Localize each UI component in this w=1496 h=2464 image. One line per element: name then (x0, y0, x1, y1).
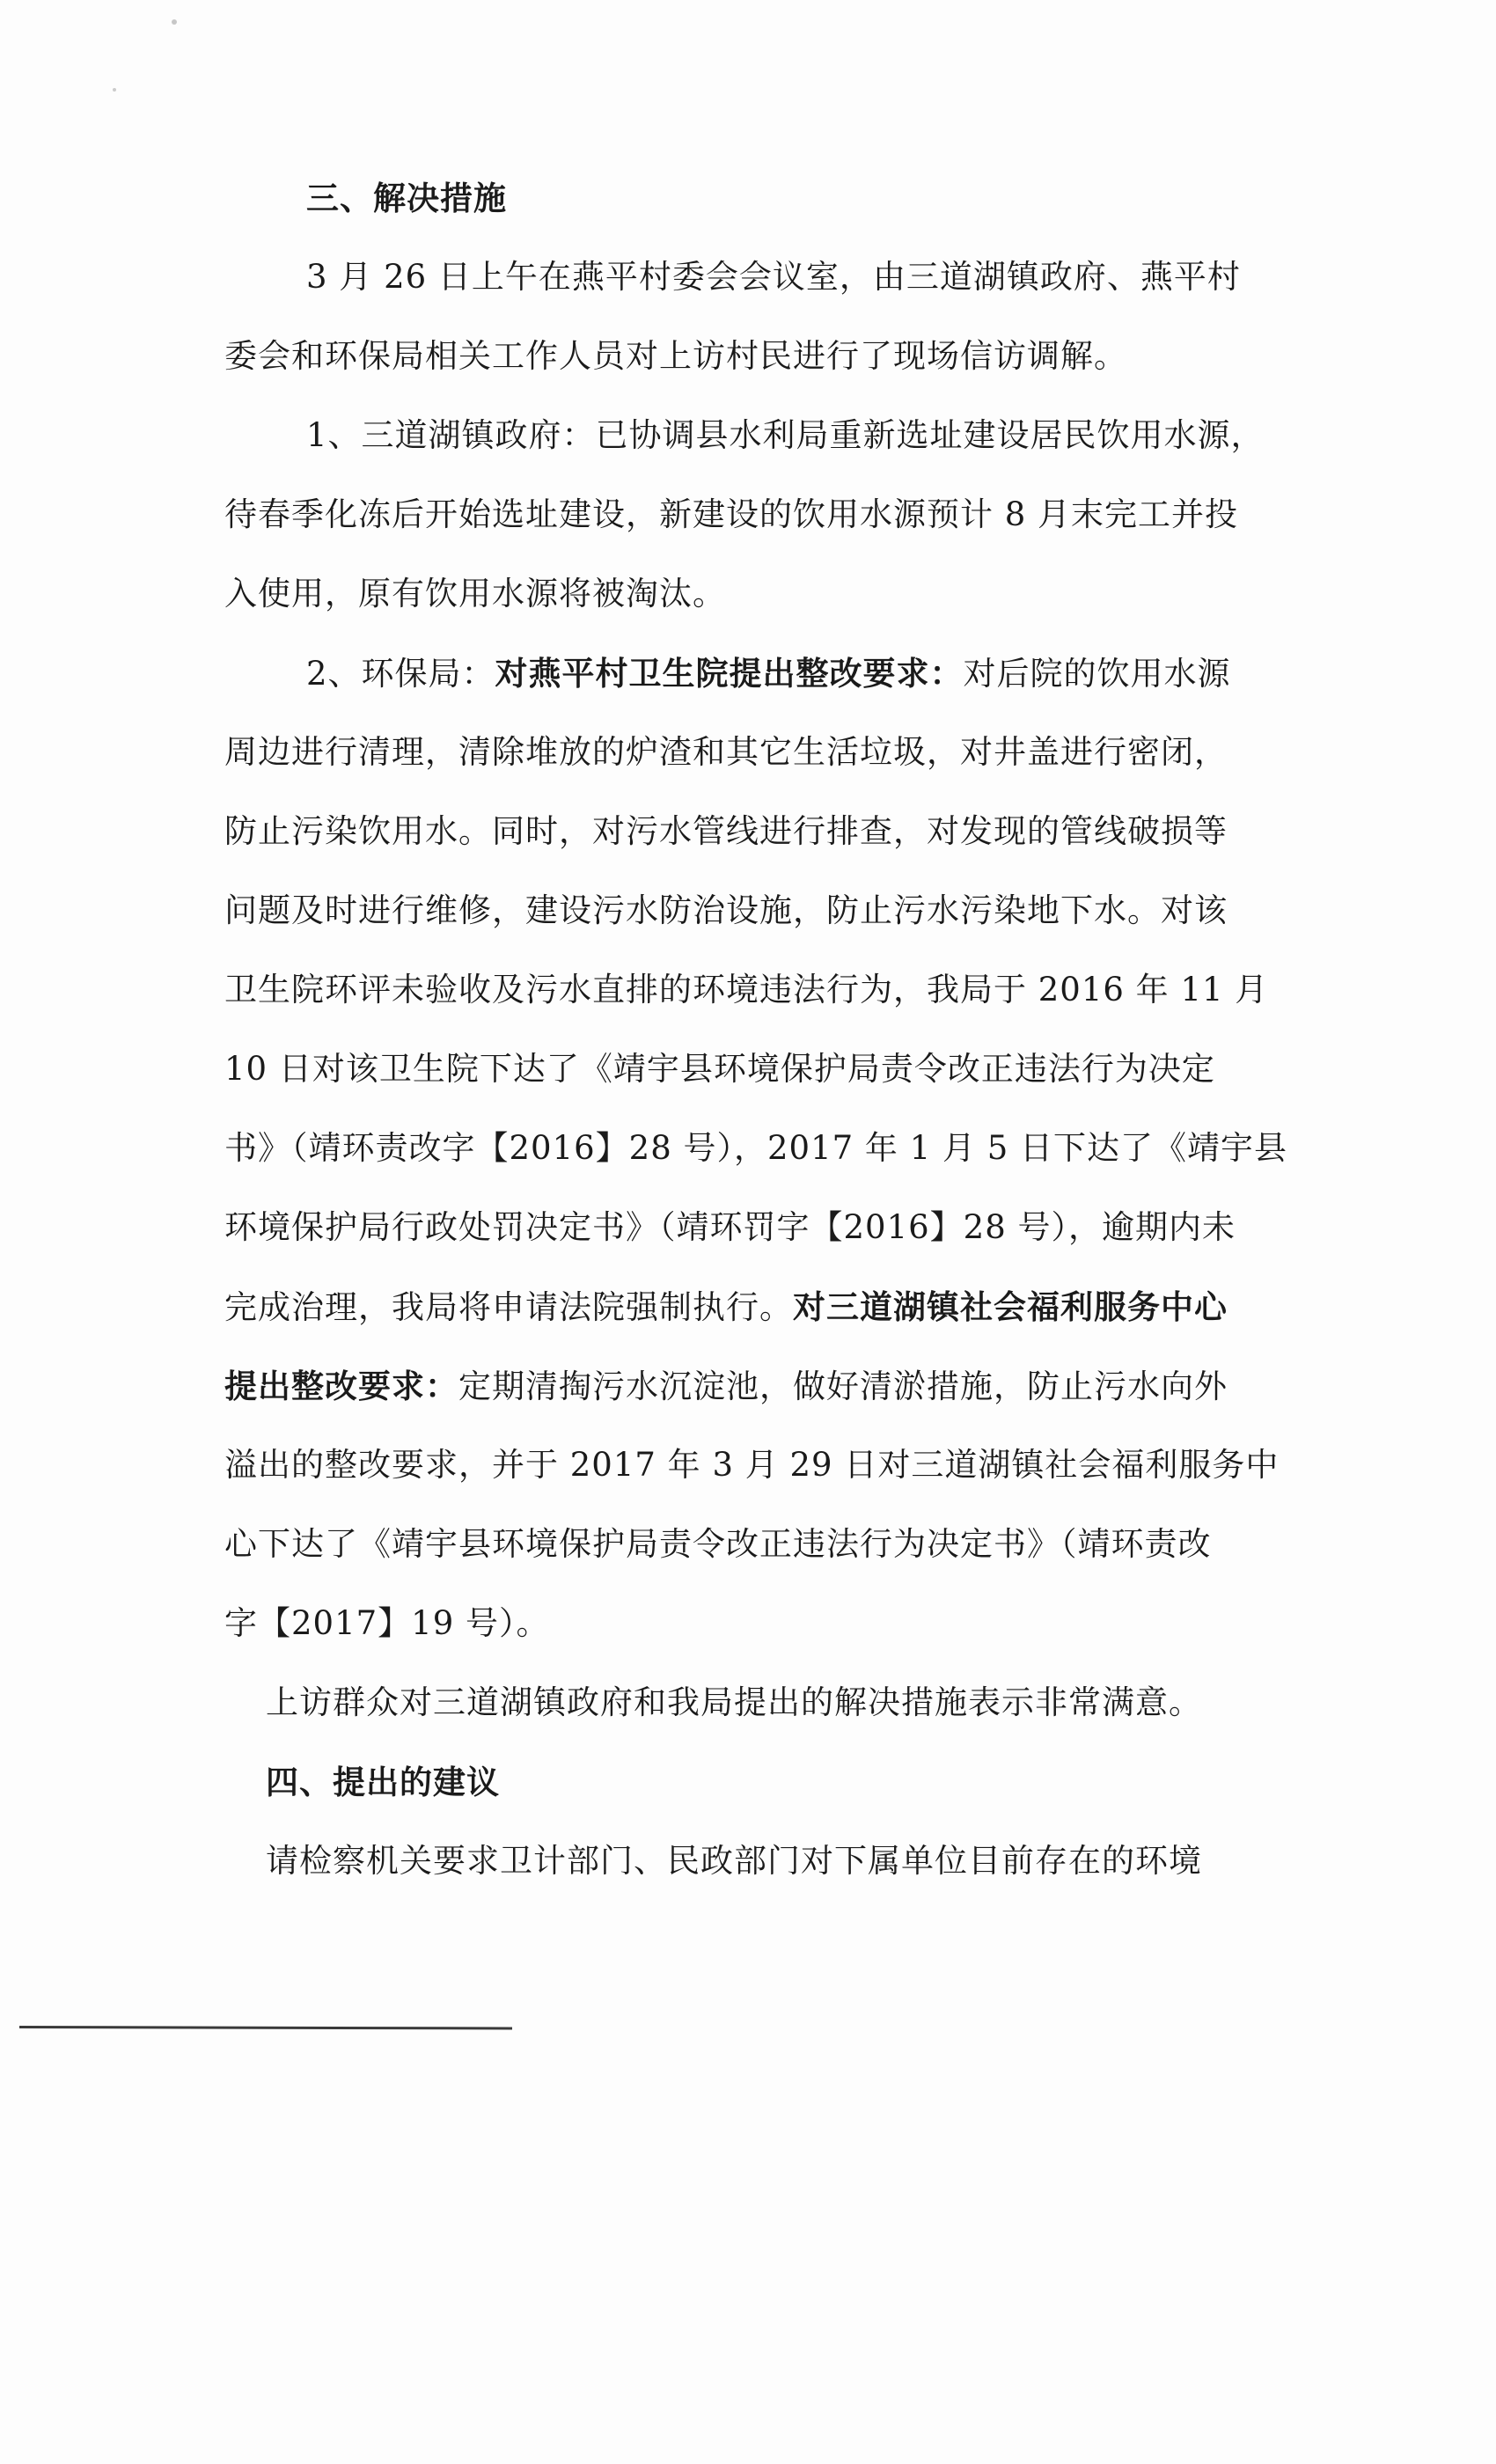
item-1-line: 入使用，原有饮用水源将被淘汰。 (224, 575, 726, 612)
item-2-emphasis: 对三道湖镇社会福利服务中心 (793, 1287, 1228, 1326)
item-2-line (224, 1346, 1280, 1426)
item-2-line: 心下达了《靖宇县环境保护局责令改正违法行为决定书》（靖环责改 (224, 1525, 1212, 1563)
item-2-line: 周边进行清理，清除堆放的炉渣和其它生活垃圾，对井盖进行密闭， (224, 733, 1228, 771)
item-2-line (224, 1267, 1280, 1346)
item-2-suffix: 对后院的饮用水源 (963, 655, 1231, 693)
item-2-line: 环境保护局行政处罚决定书》（靖环罚字【2016】28 号），逾期内未 (224, 1208, 1236, 1246)
item-2-text: 完成治理，我局将申请法院强制执行。 (224, 1288, 793, 1326)
item-2-text: 定期清掏污水沉淀池，做好清淤措施，防止污水向外 (458, 1368, 1228, 1405)
item-1-line: 待春季化冻后开始选址建设，新建设的饮用水源预计 8 月末完工并投 (224, 495, 1239, 533)
item-2-line: 书》（靖环责改字【2016】28 号），2017 年 1 月 5 日下达了《靖宇县 (224, 1129, 1288, 1167)
item-2-line: 防止污染饮用水。同时，对污水管线进行排查，对发现的管线破损等 (224, 812, 1228, 850)
item-2-emphasis: 提出整改要求： (224, 1367, 458, 1405)
scan-speck (113, 88, 116, 92)
item-2-line: 问题及时进行维修，建设污水防治设施，防止污水污染地下水。对该 (224, 891, 1228, 929)
item-2-emphasis: 对燕平村卫生院提出整改要求： (495, 654, 964, 693)
section-3-heading: 三、解决措施 (306, 179, 507, 217)
intro-line: 3 月 26 日上午在燕平村委会会议室，由三道湖镇政府、燕平村 (306, 258, 1241, 296)
document-body (224, 158, 1288, 1901)
item-2-line: 10 日对该卫生院下达了《靖宇县环境保护局责令改正违法行为决定 (224, 1050, 1215, 1088)
recommendation-line: 请检察机关要求卫计部门、民政部门对下属单位目前存在的环境 (266, 1842, 1202, 1880)
item-2-line: 字【2017】19 号）。 (224, 1604, 550, 1642)
item-2-line (224, 634, 1280, 713)
item-2-line: 卫生院环评未验收及污水直排的环境违法行为，我局于 2016 年 11 月 (224, 971, 1269, 1008)
section-4-heading: 四、提出的建议 (266, 1763, 500, 1801)
item-2-line: 溢出的整改要求，并于 2017 年 3 月 29 日对三道湖镇社会福利服务中 (224, 1446, 1280, 1484)
conclusion-line: 上访群众对三道湖镇政府和我局提出的解决措施表示非常满意。 (266, 1683, 1202, 1721)
scan-speck (172, 19, 177, 25)
intro-line: 委会和环保局相关工作人员对上访村民进行了现场信访调解。 (224, 337, 1127, 375)
item-2-prefix: 2、环保局： (306, 655, 495, 693)
item-1-line: 1、三道湖镇政府：已协调县水利局重新选址建设居民饮用水源， (306, 416, 1265, 454)
scan-divider-line (19, 2026, 512, 2029)
